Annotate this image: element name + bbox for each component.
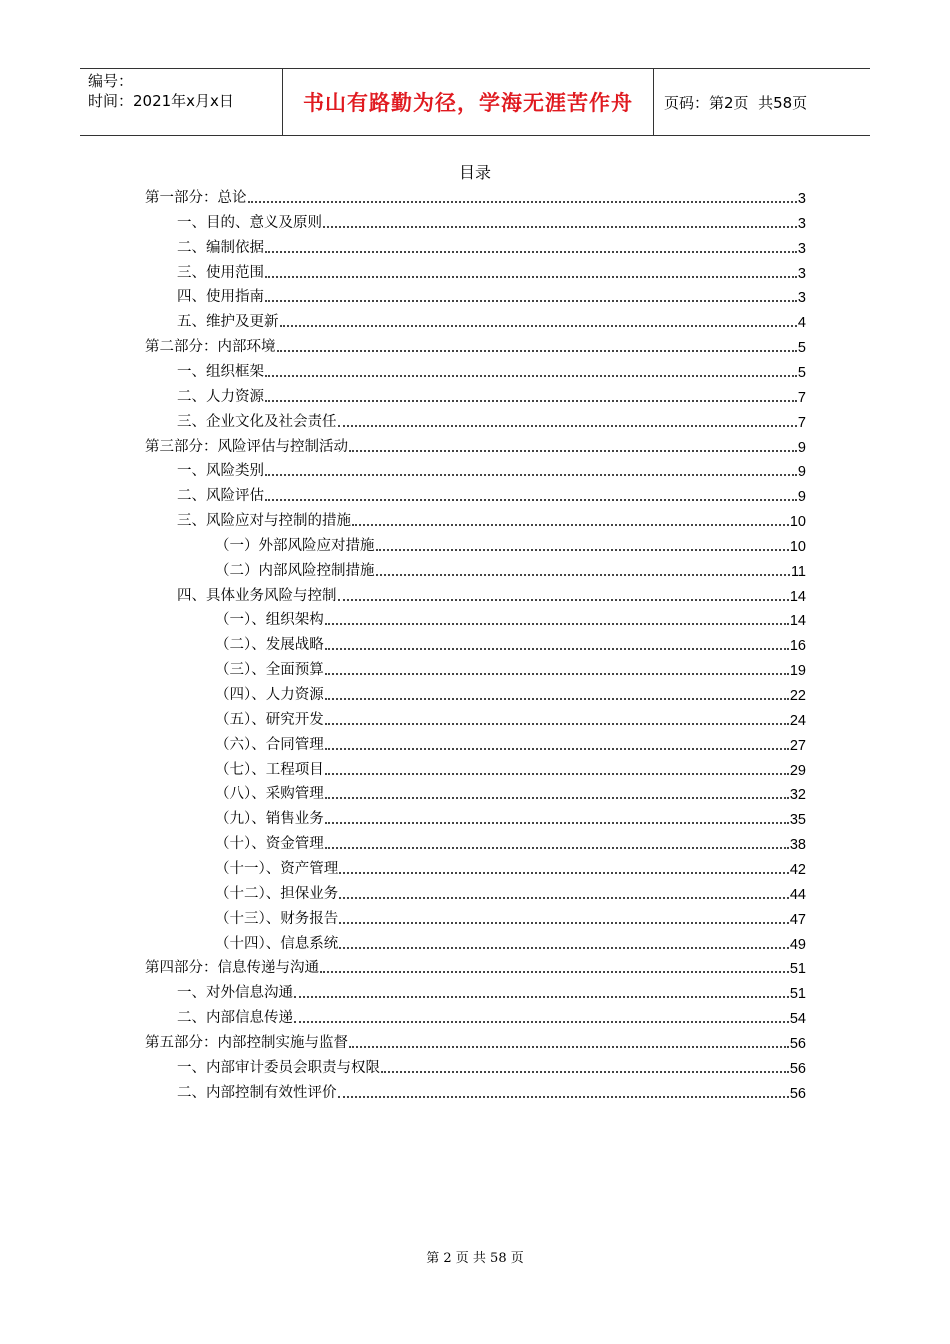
toc-leader-dots bbox=[325, 672, 789, 675]
toc-entry[interactable] bbox=[215, 730, 806, 754]
toc-leader-dots bbox=[338, 1095, 789, 1098]
toc-entry[interactable] bbox=[215, 929, 806, 953]
toc-entry-title: （八）、采购管理 bbox=[215, 786, 324, 803]
toc-entry-title: （十二）、担保业务 bbox=[215, 885, 339, 902]
toc-entry[interactable] bbox=[177, 506, 806, 530]
header-page-info-text: 页码：第2页 共58页 bbox=[664, 93, 808, 112]
toc-entry[interactable] bbox=[177, 481, 806, 505]
toc-entry[interactable] bbox=[215, 755, 806, 779]
toc-entry-page: 38 bbox=[789, 837, 806, 854]
toc-leader-dots bbox=[248, 200, 797, 203]
toc-entry-page: 44 bbox=[789, 886, 806, 903]
toc-entry-title: （一）、组织架构 bbox=[215, 612, 324, 629]
toc-entry[interactable] bbox=[177, 208, 806, 232]
toc-entry[interactable] bbox=[177, 382, 806, 406]
toc-entry-title: 四、使用指南 bbox=[177, 289, 264, 306]
toc-entry-title: 三、使用范围 bbox=[177, 264, 264, 281]
toc-entry[interactable] bbox=[215, 904, 806, 928]
toc-leader-dots bbox=[349, 1045, 789, 1048]
toc-entry-title: 二、风险评估 bbox=[177, 488, 264, 505]
toc-entry-page: 5 bbox=[797, 364, 806, 381]
toc-entry-title: （七）、工程项目 bbox=[215, 761, 324, 778]
toc-entry-title: （二）、发展战略 bbox=[215, 637, 324, 654]
toc-entry[interactable] bbox=[177, 258, 806, 282]
toc-title: 目录 bbox=[458, 163, 491, 182]
toc-entry-title: 四、具体业务风险与控制 bbox=[177, 587, 337, 604]
toc-entry-page: 47 bbox=[789, 911, 806, 928]
toc-entry[interactable] bbox=[145, 953, 806, 977]
toc-entry-title: 一、对外信息沟通 bbox=[177, 985, 293, 1002]
toc-leader-dots bbox=[265, 399, 797, 402]
page-header bbox=[80, 68, 870, 136]
toc-entry-page: 24 bbox=[789, 712, 806, 729]
toc-leader-dots bbox=[280, 324, 797, 327]
toc-entry-page: 10 bbox=[789, 514, 806, 531]
toc-entry[interactable] bbox=[177, 581, 806, 605]
toc-entry-page: 51 bbox=[789, 986, 806, 1003]
toc-entry-title: （五）、研究开发 bbox=[215, 711, 324, 728]
toc-entry-page: 7 bbox=[797, 414, 806, 431]
toc-entry-page: 3 bbox=[797, 191, 806, 207]
toc-leader-dots bbox=[339, 871, 789, 874]
toc-entry[interactable] bbox=[177, 407, 806, 431]
toc-entry[interactable] bbox=[145, 432, 806, 456]
toc-entry[interactable] bbox=[215, 630, 806, 654]
toc-entry-page: 11 bbox=[790, 563, 806, 580]
toc-entry-page: 54 bbox=[789, 1011, 806, 1028]
toc-entry-title: 第一部分：总论 bbox=[145, 190, 247, 206]
toc-leader-dots bbox=[265, 498, 797, 501]
toc-leader-dots bbox=[338, 598, 789, 601]
toc-entry[interactable] bbox=[215, 804, 806, 828]
toc-entry[interactable] bbox=[145, 1028, 806, 1052]
toc-entry[interactable] bbox=[177, 307, 806, 331]
toc-entry-title: （一）外部风险应对措施 bbox=[215, 537, 375, 554]
toc-entry-title: 一、风险类别 bbox=[177, 463, 264, 480]
toc-entry[interactable] bbox=[215, 655, 806, 679]
toc-leader-dots bbox=[325, 697, 789, 700]
toc-entry[interactable] bbox=[177, 1053, 806, 1077]
toc-entry[interactable] bbox=[145, 183, 806, 207]
toc-leader-dots bbox=[323, 225, 797, 228]
toc-entry-page: 49 bbox=[789, 936, 806, 953]
toc-entry[interactable] bbox=[215, 829, 806, 853]
toc-entry-title: 三、企业文化及社会责任 bbox=[177, 413, 337, 430]
toc-entry-title: （十三）、财务报告 bbox=[215, 910, 339, 927]
toc-entry-title: 二、人力资源 bbox=[177, 388, 264, 405]
toc-entry-title: 三、风险应对与控制的措施 bbox=[177, 513, 351, 530]
toc-leader-dots bbox=[325, 722, 789, 725]
toc-entry-page: 3 bbox=[797, 240, 806, 257]
toc-entry-page: 9 bbox=[797, 464, 806, 481]
toc-leader-dots bbox=[339, 896, 789, 899]
toc-entry-title: 第二部分：内部环境 bbox=[145, 339, 276, 356]
toc-leader-dots bbox=[376, 548, 789, 551]
toc-leader-dots bbox=[320, 970, 789, 973]
toc-entry-page: 14 bbox=[789, 613, 806, 630]
toc-entry[interactable] bbox=[215, 531, 806, 555]
toc-entry[interactable] bbox=[215, 854, 806, 878]
toc-entry-page: 32 bbox=[789, 787, 806, 804]
header-page-info bbox=[654, 69, 870, 135]
toc-entry[interactable] bbox=[215, 879, 806, 903]
toc-entry-title: 一、内部审计委员会职责与权限 bbox=[177, 1059, 380, 1076]
toc-entry[interactable] bbox=[215, 556, 806, 580]
toc-leader-dots bbox=[277, 349, 797, 352]
toc-leader-dots bbox=[265, 374, 797, 377]
toc-entry-page: 10 bbox=[789, 538, 806, 555]
document-number-label: 编号： bbox=[88, 72, 134, 90]
toc-entry-page: 3 bbox=[797, 215, 806, 232]
toc-leader-dots bbox=[265, 299, 797, 302]
toc-entry-title: 第四部分：信息传递与沟通 bbox=[145, 960, 319, 977]
toc-entry-title: （九）、销售业务 bbox=[215, 811, 324, 828]
toc-entry[interactable] bbox=[215, 680, 806, 704]
toc-entry-page: 14 bbox=[789, 588, 806, 605]
toc-leader-dots bbox=[294, 995, 789, 998]
toc-leader-dots bbox=[325, 647, 789, 650]
toc-leader-dots bbox=[349, 449, 797, 452]
toc-entry[interactable] bbox=[177, 233, 806, 257]
toc-leader-dots bbox=[325, 772, 789, 775]
toc-entry-title: 二、内部信息传递 bbox=[177, 1010, 293, 1027]
page-footer: 第 2 页 共 58 页 bbox=[426, 1251, 524, 1266]
toc-entry-title: （二）内部风险控制措施 bbox=[215, 562, 375, 579]
toc-entry-page: 42 bbox=[789, 861, 806, 878]
toc-entry-page: 19 bbox=[789, 663, 806, 680]
toc-entry[interactable] bbox=[177, 1078, 806, 1102]
toc-entry-page: 51 bbox=[789, 961, 806, 978]
toc-leader-dots bbox=[339, 946, 789, 949]
toc-entry[interactable] bbox=[177, 978, 806, 1002]
toc-leader-dots bbox=[265, 275, 797, 278]
toc-entry-title: （三）、全面预算 bbox=[215, 662, 324, 679]
toc-entry-title: （六）、合同管理 bbox=[215, 736, 324, 753]
toc-entry-title: 二、编制依据 bbox=[177, 239, 264, 256]
toc-entry-page: 9 bbox=[797, 489, 806, 506]
toc-leader-dots bbox=[325, 747, 789, 750]
toc-entry-title: （四）、人力资源 bbox=[215, 687, 324, 703]
header-motto: 书山有路勤为径，学海无涯苦作舟 bbox=[282, 69, 654, 135]
toc-entry-page: 56 bbox=[789, 1035, 806, 1052]
toc-leader-dots bbox=[325, 821, 789, 824]
toc-leader-dots bbox=[352, 523, 789, 526]
toc-leader-dots bbox=[325, 796, 789, 799]
toc-entry-title: （十一）、资产管理 bbox=[215, 860, 339, 877]
toc-entry[interactable] bbox=[215, 779, 806, 803]
toc-entry-title: 第五部分：内部控制实施与监督 bbox=[145, 1034, 348, 1051]
toc-entry-page: 16 bbox=[789, 638, 806, 655]
toc-entry[interactable] bbox=[145, 332, 806, 356]
toc-entry[interactable] bbox=[215, 705, 806, 729]
toc-leader-dots bbox=[381, 1070, 789, 1073]
toc-leader-dots bbox=[338, 424, 797, 427]
header-meta bbox=[80, 69, 282, 135]
toc-entry[interactable] bbox=[177, 1003, 806, 1027]
toc-entry-title: 一、目的、意义及原则 bbox=[177, 214, 322, 231]
toc-entry-page: 27 bbox=[789, 737, 806, 754]
toc-entry-page: 5 bbox=[797, 340, 806, 357]
toc-leader-dots bbox=[265, 473, 797, 476]
document-time-label: 时间：2021年x月x日 bbox=[88, 92, 234, 110]
toc-entry-page: 3 bbox=[797, 265, 806, 282]
toc-leader-dots bbox=[265, 250, 797, 253]
toc-entry[interactable] bbox=[177, 357, 806, 381]
toc-leader-dots bbox=[325, 622, 789, 625]
toc-entry-title: （十四）、信息系统 bbox=[215, 935, 339, 952]
toc-entry-page: 7 bbox=[797, 389, 806, 406]
toc-entry-page: 9 bbox=[797, 439, 806, 456]
toc-entry-page: 22 bbox=[789, 688, 806, 704]
toc-entry-title: 一、组织框架 bbox=[177, 363, 264, 380]
toc-leader-dots bbox=[376, 573, 790, 576]
toc-entry[interactable] bbox=[215, 605, 806, 629]
toc-leader-dots bbox=[339, 921, 789, 924]
toc-entry[interactable] bbox=[177, 456, 806, 480]
toc-entry-page: 35 bbox=[789, 812, 806, 829]
toc-entry-page: 29 bbox=[789, 762, 806, 779]
toc-entry-page: 4 bbox=[797, 315, 806, 332]
toc-leader-dots bbox=[325, 846, 789, 849]
toc-leader-dots bbox=[294, 1020, 789, 1023]
toc-entry[interactable] bbox=[177, 282, 806, 306]
toc-entry-title: 第三部分：风险评估与控制活动 bbox=[145, 438, 348, 455]
toc-entry-page: 56 bbox=[789, 1085, 806, 1102]
toc-entry-page: 56 bbox=[789, 1060, 806, 1077]
toc-entry-page: 3 bbox=[797, 290, 806, 307]
toc-entry-title: 二、内部控制有效性评价 bbox=[177, 1084, 337, 1101]
toc-entry-title: 五、维护及更新 bbox=[177, 314, 279, 331]
toc-entry-title: （十）、资金管理 bbox=[215, 836, 324, 853]
